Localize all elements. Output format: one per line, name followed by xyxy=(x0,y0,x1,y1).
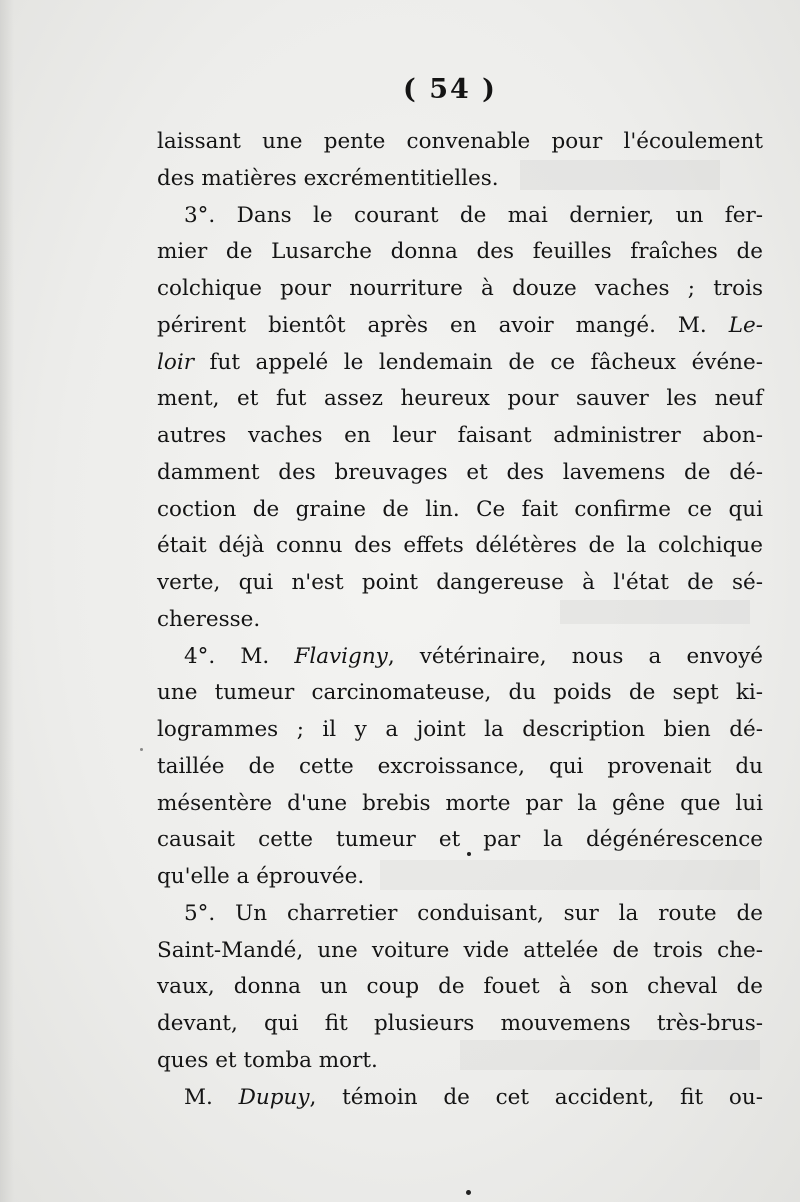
text-line: 3°. Dans le courant de mai dernier, un fer- xyxy=(184,202,763,228)
text-line: M. Dupuy, témoin de cet accident, fit ou- xyxy=(184,1084,763,1110)
text-line: ment, et fut assez heureux pour sauver les neuf xyxy=(157,386,763,412)
italic-name: Flavigny xyxy=(294,643,388,669)
italic-name: Dupuy xyxy=(238,1084,310,1110)
text-line: laissant une pente convenable pour l'écoulement xyxy=(157,129,763,154)
ink-speck xyxy=(140,748,143,751)
italic-name: Le- xyxy=(728,312,763,338)
text-line: ques et tomba mort. xyxy=(157,1047,378,1073)
italic-name: loir xyxy=(157,349,194,375)
body-text xyxy=(157,124,763,1116)
ink-speck xyxy=(467,852,471,856)
text-line: damment des breuvages et des lavemens de dé- xyxy=(157,459,763,485)
ink-speck xyxy=(466,1190,471,1195)
text-line: mésentère d'une brebis morte par la gêne que lui xyxy=(157,790,763,816)
text-line: cheresse. xyxy=(157,606,261,632)
text-line: était déjà connu des effets délétères de la colchique xyxy=(157,533,763,559)
text-line: verte, qui n'est point dangereuse à l'état de sé- xyxy=(157,570,763,595)
text-line: causait cette tumeur et par la dégénérescence xyxy=(157,827,763,853)
text-line: devant, qui fit plusieurs mouvemens très-brus- xyxy=(157,1011,763,1036)
text-line: des matières excrémentitielles. xyxy=(157,165,499,191)
text-line: périrent bientôt après en avoir mangé. M. Le- xyxy=(157,312,763,338)
text-line: autres vaches en leur faisant administrer abon- xyxy=(157,423,763,448)
text-line: une tumeur carcinomateuse, du poids de sept ki- xyxy=(157,680,763,706)
page-edge-shadow xyxy=(0,0,14,1202)
text-line: qu'elle a éprouvée. xyxy=(157,864,365,889)
text-line: 4°. M. Flavigny, vétérinaire, nous a envoyé xyxy=(184,643,763,669)
page-number: ( 54 ) xyxy=(403,74,497,105)
text-line: coction de graine de lin. Ce fait confirme ce qui xyxy=(157,496,763,522)
text-line: colchique pour nourriture à douze vaches ; trois xyxy=(157,276,763,301)
text-line: loir fut appelé le lendemain de ce fâcheux événe- xyxy=(157,349,764,375)
text-line: vaux, donna un coup de fouet à son cheval de xyxy=(157,974,763,1000)
text-line: Saint-Mandé, une voiture vide attelée de trois che- xyxy=(157,937,763,963)
text-line: taillée de cette excroissance, qui provenait du xyxy=(157,753,763,779)
text-line: mier de Lusarche donna des feuilles fraîches de xyxy=(157,239,763,265)
text-line: logrammes ; il y a joint la description bien dé- xyxy=(157,717,763,742)
text-line: 5°. Un charretier conduisant, sur la route de xyxy=(184,900,763,926)
